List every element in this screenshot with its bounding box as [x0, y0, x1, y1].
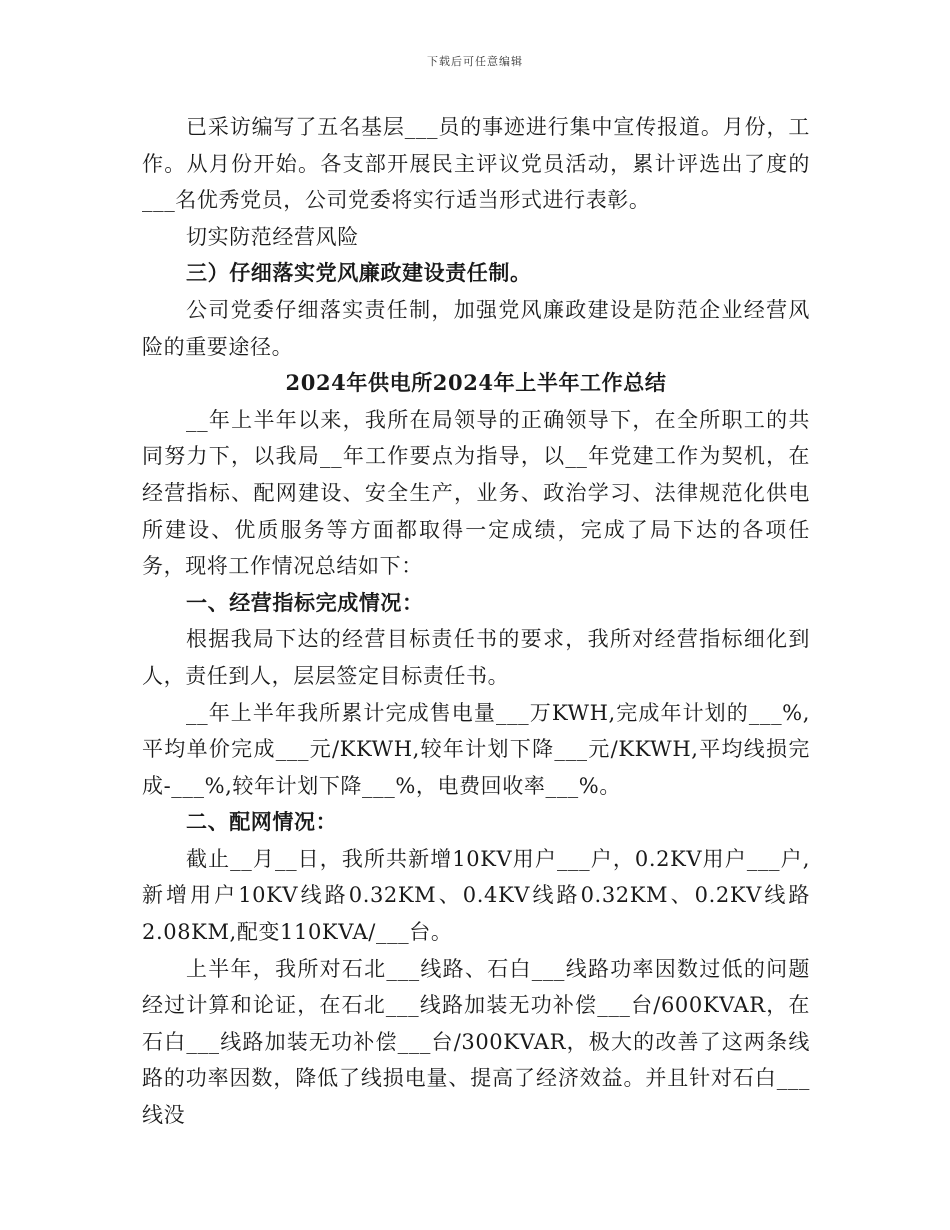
paragraph-power-factor: 上半年，我所对石北___线路、石白___线路功率因数过低的问题经过计算和论证，在石北___线路加装无功补偿___台/600KVAR，在石白___线路加装无功补偿___台/300KVAR，极大的改善了这两条线路的功率因数，降低了线损电量、提高了经济效益。并且针对石白___线没 [142, 956, 810, 1128]
page-header: 下载后可任意编辑 [427, 55, 523, 68]
heading-section-three: 三）仔细落实党风廉政建设责任制。 [186, 260, 532, 286]
paragraph-party-members: 已采访编写了五名基层___员的事迹进行集中宣传报道。月份，工作。从月份开始。各支部开展民主评议党员活动，累计评选出了度的___名优秀党员，公司党委将实行适当形式进行表彰。 [142, 115, 810, 213]
paragraph-responsibility: 公司党委仔细落实责任制，加强党风廉政建设是防范企业经营风险的重要途径。 [142, 297, 810, 359]
heading-section-two: 二、配网情况： [186, 809, 338, 835]
paragraph-network-users: 截止__月__日，我所共新增10KV用户___户，0.2KV用户___户,新增用户10KV线路0.32KM、0.4KV线路0.32KM、0.2KV线路2.08KM,配变110KVA/___台。 [142, 846, 810, 945]
paragraph-targets: 根据我局下达的经营目标责任书的要求，我所对经营指标细化到人，责任到人，层层签定目标责任书。 [142, 627, 810, 688]
document-title: 2024年供电所2024年上半年工作总结 [285, 370, 667, 396]
paragraph-risk-prevention: 切实防范经营风险 [186, 224, 359, 249]
document-body [142, 109, 810, 1134]
paragraph-intro: __年上半年以来，我所在局领导的正确领导下，在全所职工的共同努力下，以我局__年工作要点为指导，以__年党建工作为契机，在经营指标、配网建设、安全生产，业务、政治学习、法律规范化供电所建设、优质服务等方面都取得一定成绩，完成了局下达的各项任务，现将工作情况总结如下： [142, 407, 810, 579]
paragraph-sales-stats: __年上半年我所累计完成售电量___万KWH,完成年计划的___%,平均单价完成___元/KKWH,较年计划下降___元/KKWH,平均线损完成-___%,较年计划下降___%，电费回收率___%。 [142, 700, 810, 798]
heading-section-one: 一、经营指标完成情况： [186, 589, 424, 615]
